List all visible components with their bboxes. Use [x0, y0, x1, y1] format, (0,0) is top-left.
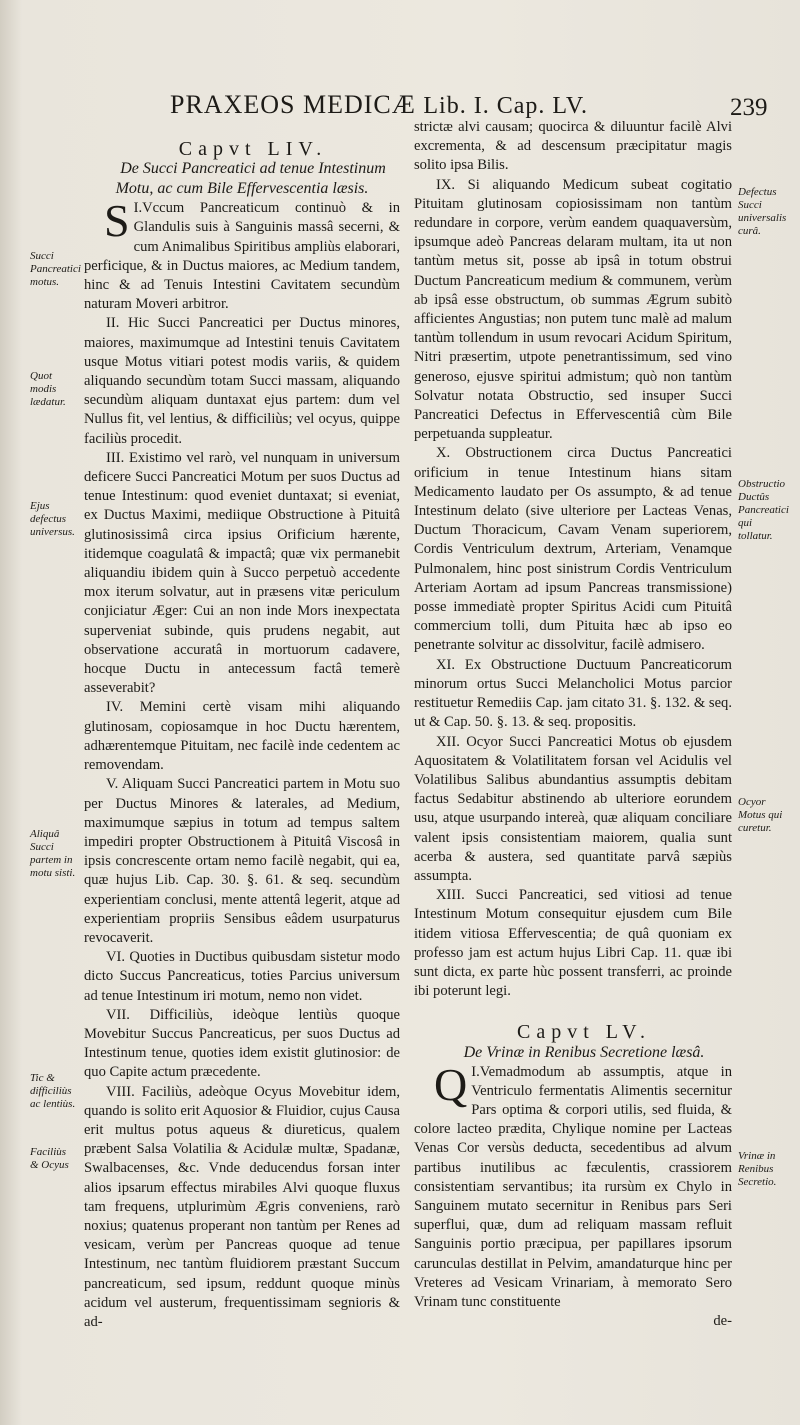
page-number: 239: [730, 94, 768, 121]
paragraph-number: I.: [133, 200, 143, 217]
drop-capital: Q: [434, 1058, 468, 1110]
paragraph-9: IX. Si aliquando Medicum subeat cogitatio Pituitam glutinosam copiosissimam non tantùm redundare in corpore, verùm eandem quaquaversùm, ipsumque adeò Pancreas delaram multam, ita ut non tantùm metus sit, posse ab ipsâ in totum obstrui Ductum Pancreaticum medium & communem, verùm ab ipsâ esse obstructum, ob summas Ægrum subitò afficientes Angustias; non putem tunc malè ad malum tantùm tollendum in usum revocari Acidum Spiritum, Nitri præsertim, utpote penetrantissimum, sed vino generoso, ejusve spiritui admistum; quò non tantùm Solvatur notata Obstructio, sed insuper Succi Pancreatici Defectus in Effervescentiâ cùm Bile perpetuanda suppleatur.: [414, 176, 732, 443]
paragraph-55-1-text: Vemadmodum ab assumptis, atque in Ventriculo fermentatis Alimentis secernitur Pars optima & corpori utilis, sed fluida, & colore lacteo prædita, Chylique nomine per Lacteas Venas Cor versùs deducta, secedentibus ad alvum partibus inutilibus ac fæculentis, crassiorem consistentiam servantibus; ita rursùm ex Chylo in Sanguinem mutato secernitur in Renibus pars Seri superflui, quæ, dum ad reliquam massam refluit Sanguinis portio præcipua, per papillares ipsorum carunculas destillat in Pelvim, amandaturque hinc per Vreteres ad Vesicam Vrinariam, à memorato Sero Vrinam tunc constituente: [414, 1063, 732, 1310]
paragraph-55-1: [414, 1058, 732, 1313]
paragraph-6: VI. Quoties in Ductibus quibusdam sistetur modo dicto Succus Pancreaticus, toties Parcius universum ad tenue Intestinum iri motum, nemo non videt.: [84, 949, 400, 1004]
paragraph-12: XII. Ocyor Succi Pancreatici Motus ob ejusdem Aquositatem & Volatilitatem forsan vel Acidulis vel Volatilibus Salibus abundantius assumptis debitam factus Sedabitur abstinendo ab ulteriore eorundem usu, atque usurpando intereà, quæ aliquam conciliare valent ipsis consistentiam maiorem, qualia sunt acerba & austera, sed quantitate parvâ sæpiùs assumpta.: [414, 733, 732, 884]
margin-note-left-3: Ejus defectus universus.: [30, 500, 75, 538]
paragraph-11: XI. Ex Obstructione Ductuum Pancreaticorum minorum ortus Succi Melancholici Motus parcior restituetur Remediis Cap. jam citato 31. §. 132. & seq. ut & Cap. 50. §. 13. & seq. propositis.: [414, 656, 732, 731]
paragraph-3: III. Existimo vel rarò, vel nunquam in universum deficere Succi Pancreatici Motum per suos Ductus ad tenue Intestinum: quod eveniet duntaxat; si eveniat, ex Ductus Maximi, mediique Obstructione à Pituitâ glutinosissimâ circa ipsius Orificium hærente, itidemque coagulatâ & impactâ; quæ vix permanebit aliquandiu ibidem quin à Succo perpetuò accedente mox iterum solvatur, aut in præsens vitæ periculum conjiciatur Æger: Cui an non inde Mors inexpectata superveniat subinde, quis prudens negabit, aut observatione accuratâ in mortuorum cadavere, hocque Ductu in antecessum factâ temerè asseverabit?: [84, 449, 400, 697]
margin-note-left-6: Faciliùs & Ocyus: [30, 1146, 69, 1171]
paragraph-2: II. Hic Succi Pancreatici per Ductus minores, maiores, maximumque ad Intestini tenuis Cavitatem usque Motus vitiari potest modis variis, & quidem aliquando secundùm totam Succi massam, aliquando secundùm aliquam duntaxat ejus partem: dum vel Nullus fit, vel lentius, & difficiliùs; vel ocyus, quippe faciliùs procedit.: [84, 315, 400, 447]
running-title: PRAXEOS MEDICÆ: [170, 90, 416, 119]
margin-note-right-4: Vrinæ in Renibus Secretio.: [738, 1150, 777, 1188]
right-column: [414, 118, 732, 1331]
chapter-title-55: De Vrinæ in Renibus Secretione læsâ.: [463, 1043, 705, 1061]
chapter-heading-54: Capvt LIV.: [178, 138, 328, 160]
margin-note-right-1: Defectus Succi universalis curâ.: [738, 186, 787, 237]
paragraph-4: IV. Memini certè visam mihi aliquando glutinosam, copiosamque in hoc Ductu hærentem, adhærentemque Pituitam, nec facilè inde cedentem ac removendam.: [84, 699, 400, 774]
chapter-title-54: De Succi Pancreatici ad tenue Intestinum Motu, ac cum Bile Effervescentia læsis.: [115, 160, 386, 198]
margin-note-left-1: Succi Pancreatici motus.: [30, 250, 81, 288]
margin-note-left-4: Aliquâ Succi partem in motu sisti.: [30, 828, 76, 879]
paragraph-7: VII. Difficiliùs, ideòque lentiùs quoque Movebitur Succus Pancreaticus, per suos Ductus ad Intestinum tenue, quoties idem existit glutinosior: de quo Capite actum præcedente.: [84, 1006, 400, 1081]
paragraph-5: V. Aliquam Succi Pancreatici partem in Motu suo per Ductus Minores & laterales, ad Medium, maximumque sæpius in totum ad tempus saltem impediri propter Obstructionem à Pituitâ Viscosâ in ipsis concrescente ortam nemo facilè negabit, qui ea, quæ hujus Lib. Cap. 30. §. 61. & seq. secundùm experientiam conclusi, mente attentâ legerit, atque ad experientiam propriis Sensibus eâdem usurpaturus revocaverit.: [84, 776, 400, 946]
paragraph-1-text: Vccum Pancreaticum continuò & in Glandulis suis à Sanguinis massâ secerni, & cum Animalibus Spiritibus ampliùs elaborari, perficique, & in Ductus maiores, ac Medium tandem, hinc & ad Tenuis Intestini Cavitatem secundùm naturam Moveri arbitror.: [84, 200, 400, 313]
margin-note-left-2: Quot modis lædatur.: [30, 370, 66, 408]
paragraph-8: VIII. Faciliùs, adeòque Ocyus Movebitur idem, quando is solito erit Aquosior & Fluidior, cujus Causa erit multus potus aqueus & diureticus, qualem præbent Salsa Volatilia & Acidulæ multæ, Spadanæ, Swalbacenses, &c. Vnde deducendus forsan inter alios ipsarum effectus mirabiles Alvi quoque fluxus tam frequens, utplurimùm Ægris conveniens, rarò noxius; quatenus properant non tantùm per Renes ad vesicam, verùm per Pancreas quoque ad tenue Intestinum, nec tantùm fluidiorem præstant Succum pancreaticum, sed ipsum, reddunt quoque minùs acidum vel austerum, frequentissimam segnioris & ad-: [84, 1083, 400, 1330]
chapter-heading-55: Capvt LV.: [516, 1021, 652, 1044]
catchword: de-: [713, 1313, 732, 1330]
paragraph-13: XIII. Succi Pancreatici, sed vitiosi ad tenue Intestinum Motum consequitur ejusdem cum Bile itidem vitiosa Effervescentia; de quâ quoniam ex professo jam est actum hujus Libri Cap. 11. quæ ibi sunt dicta, ex parte hùc possent transferri, ac proinde ibi poterunt legi.: [414, 887, 732, 1000]
book-chapter-ref: Lib. I. Cap. LV.: [423, 93, 589, 119]
margin-note-right-3: Ocyor Motus qui curetur.: [738, 796, 783, 834]
running-header: [170, 90, 640, 120]
paragraph-10: X. Obstructionem circa Ductus Pancreatici orificium in tenue Intestinum hians sitam Medicamento laudato per Os assumpto, & ad tenue Intestinum delato (sive ulteriore per Lacteas Venas, Ductum Thoracicum, Cavam Venam superiorem, Cordis Ventriculum dextrum, Arteriam, Venamque Pulmonalem, hinc post sinistrum Cordis Ventriculum Arteriam Aortam ad ipsum Pancreas transmissione) posse immediatè propter Spiritus Acidi cum Pituitâ commercium tolli, dum Pituita hæc ab ipso eo penetrante solvitur ac dissolvitur, facilè admisero.: [414, 445, 732, 654]
drop-capital: S: [104, 195, 130, 247]
paragraph-number: I.: [471, 1063, 480, 1080]
paragraph-continuation: strictæ alvi causam; quocirca & diluuntur facilè Alvi excrementa, & ad descensum præcipitatur magis solito ipsa Bilis.: [414, 119, 732, 174]
margin-note-right-2: Obstructio Ductûs Pancreatici qui tollatur.: [738, 478, 789, 542]
margin-note-left-5: Tic & difficiliùs ac lentiùs.: [30, 1072, 76, 1110]
left-column: [84, 140, 400, 1332]
paragraph-1: [84, 195, 400, 314]
